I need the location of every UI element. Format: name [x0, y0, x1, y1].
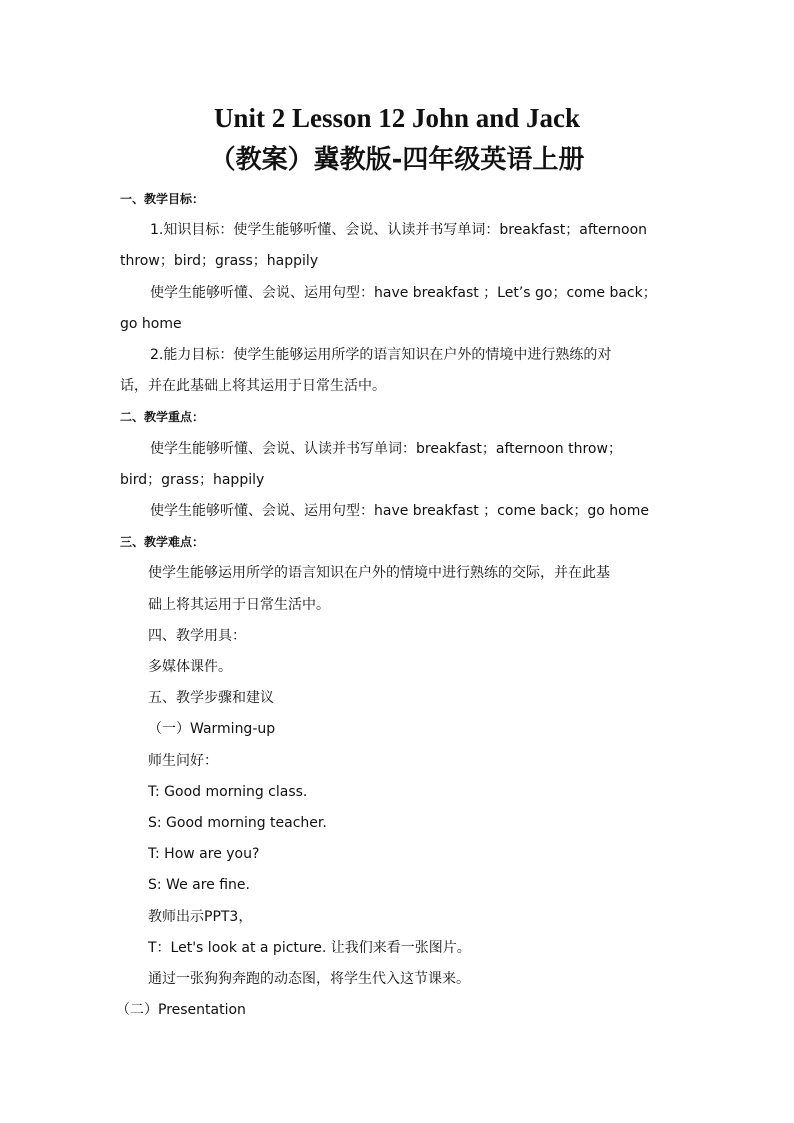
dialogue-line: T: Good morning class. — [148, 783, 308, 800]
paragraph-line: 使学生能够听懂、会说、运用句型：have breakfast ；come back；go home — [150, 503, 650, 520]
paragraph-line: 1.知识目标：使学生能够听懂、会说、认读并书写单词：breakfast；afternoon — [150, 222, 648, 239]
dialogue-line: S: We are fine. — [148, 877, 250, 894]
document-body — [116, 184, 675, 1026]
title-chinese: （教案）冀教版-四年级英语上册 — [209, 145, 585, 175]
paragraph-line: 教师出示PPT3， — [148, 908, 253, 925]
subsection-heading-warming-up: （一）Warming-up — [148, 721, 276, 738]
dialogue-line: T：Let's look at a picture. 让我们来看一张图片。 — [148, 939, 471, 956]
paragraph-line: 使学生能够听懂、会说、运用句型：have breakfast ；Let’s go；come back； — [150, 284, 657, 301]
paragraph-line: 使学生能够听懂、会说、认读并书写单词：breakfast；afternoon throw； — [150, 440, 622, 457]
section-heading-difficulties: 三、教学难点： — [120, 535, 205, 550]
subsection-heading-presentation: （二）Presentation — [116, 1002, 246, 1019]
paragraph-line: go home — [120, 315, 182, 332]
paragraph-line: 多媒体课件。 — [148, 659, 232, 676]
paragraph-line: 2.能力目标：使学生能够运用所学的语言知识在户外的情境中进行熟练的对 — [150, 347, 612, 364]
paragraph-line: throw；bird；grass；happily — [120, 253, 319, 270]
paragraph-line: 话，并在此基础上将其运用于日常生活中。 — [120, 378, 386, 395]
paragraph-line: 通过一张狗狗奔跑的动态图，将学生代入这节课来。 — [148, 971, 470, 988]
title-english: Unit 2 Lesson 12 John and Jack — [213, 103, 581, 133]
dialogue-line: T: How are you? — [148, 846, 260, 863]
section-heading-steps: 五、教学步骤和建议 — [148, 690, 274, 707]
paragraph-line: 师生问好： — [148, 752, 218, 769]
section-heading-tools: 四、教学用具： — [148, 627, 246, 644]
dialogue-line: S: Good morning teacher. — [148, 815, 327, 832]
paragraph-line: 使学生能够运用所学的语言知识在户外的情境中进行熟练的交际，并在此基 — [148, 565, 610, 582]
paragraph-line: bird；grass；happily — [120, 471, 265, 488]
section-heading-objectives: 一、教学目标： — [120, 192, 205, 206]
section-heading-key-points: 二、教学重点： — [120, 410, 205, 425]
paragraph-line: 础上将其运用于日常生活中。 — [148, 596, 330, 613]
